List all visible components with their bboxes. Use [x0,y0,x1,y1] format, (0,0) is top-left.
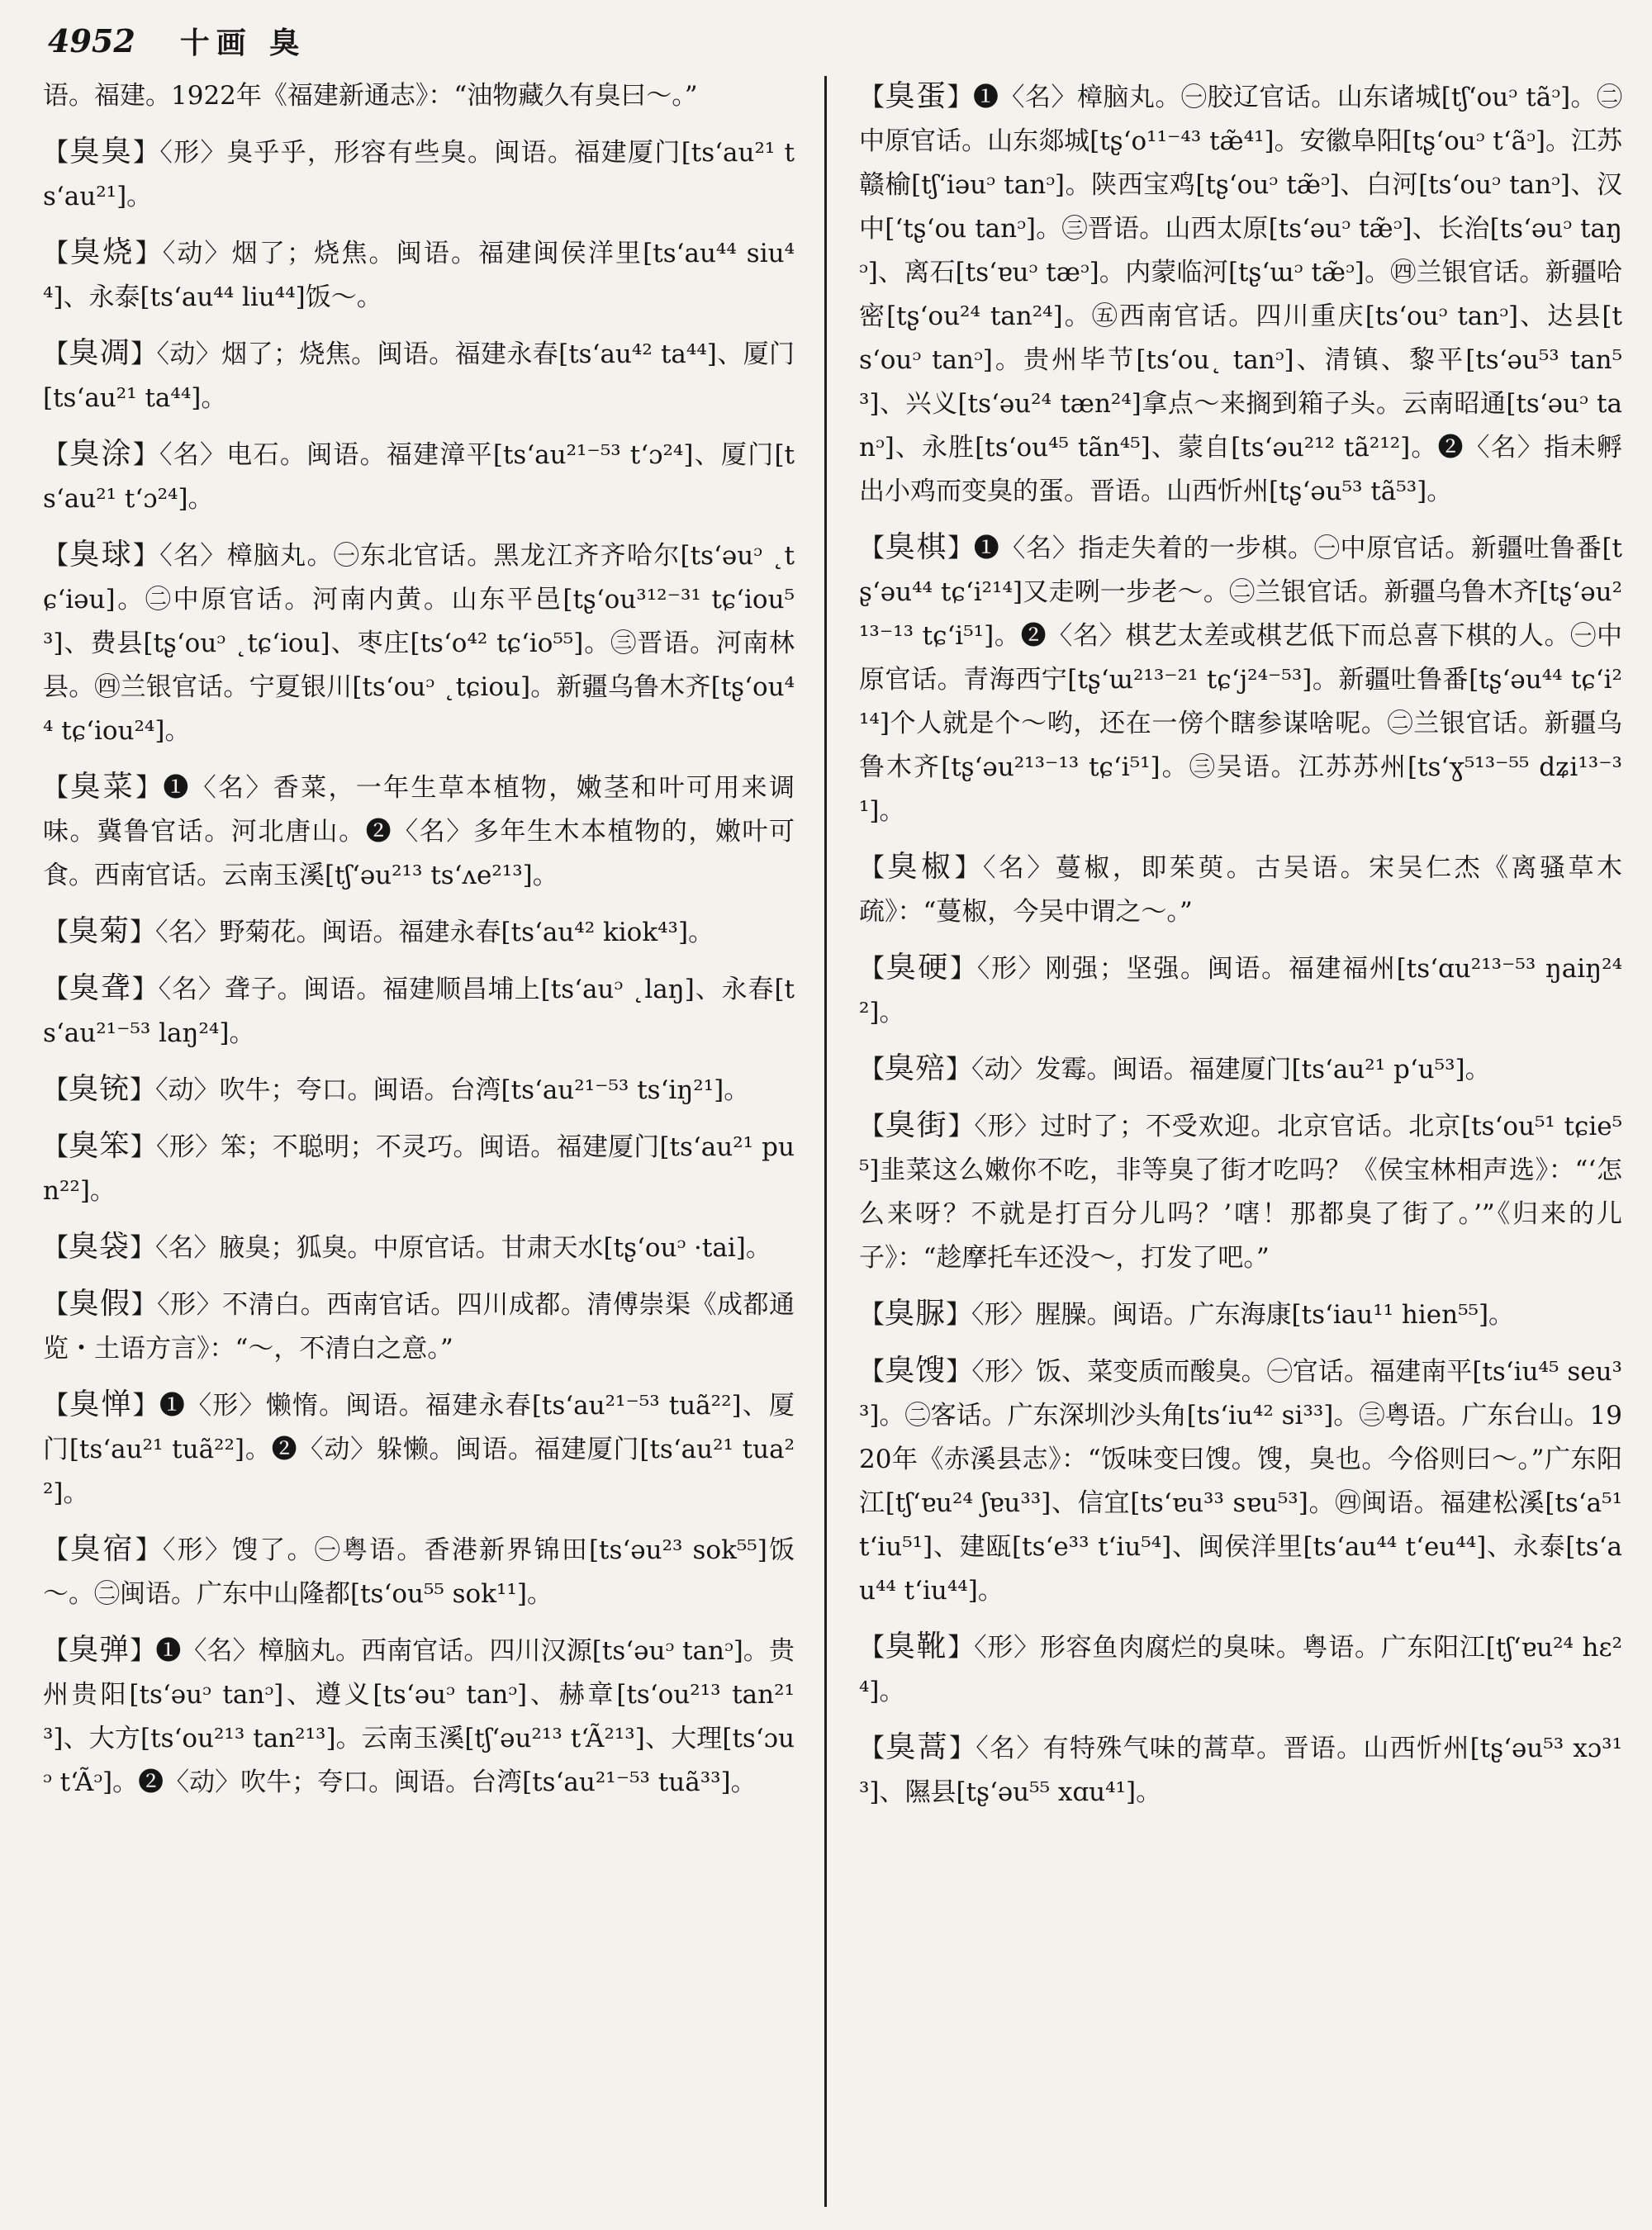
entry-text: 〈形〉过时了；不受欢迎。北京官话。北京[ts‘ou⁵¹ tɕie⁵⁵]韭菜这么嫩你不吃，非等臭了街才吃吗？《侯宝林相声选》：“‘怎么来呀？不就是打百分儿吗？’嗐！那都臭了街了。’”《归来的儿子》：“趁摩托车还没～，打发了吧。” [859,1112,1622,1273]
entry-text: ❶〈名〉樟脑丸。㊀胶辽官话。山东诸城[tʃ‘ouᵓ tãᵓ]。㊁中原官话。山东郯城[tʂ‘o¹¹⁻⁴³ tæ̃⁴¹]。安徽阜阳[tʂ‘ouᵓ t‘ãᵓ]。江苏赣榆[tʃ‘iəuᵓ tanᵓ]。陕西宝鸡[tʂ‘ouᵓ tæ̃ᵓ]、白河[ts‘ouᵓ tanᵓ]、汉中[‘tʂ‘ou tanᵓ]。㊂晋语。山西太原[ts‘əuᵓ tæ̃ᵓ]、长治[ts‘əuᵓ taŋᵓ]、离石[ts‘ɐuᵓ tæᵓ]。内蒙临河[tʂ‘ɯᵓ tæ̃ᵓ]。㊃兰银官话。新疆哈密[tʂ‘ou²⁴ tan²⁴]。㊄西南官话。四川重庆[ts‘ouᵓ tanᵓ]、达县[ts‘ouᵓ tanᵓ]。贵州毕节[ts‘ou˛ tanᵓ]、清镇、黎平[ts‘əu⁵³ tan⁵³]、兴义[ts‘əu²⁴ tæn²⁴]拿点～来搁到箱子头。云南昭通[ts‘əuᵓ tanᵓ]、永胜[ts‘ou⁴⁵ tãn⁴⁵]、蒙自[ts‘əu²¹² tã²¹²]。❷〈名〉指未孵出小鸡而变臭的蛋。晋语。山西忻州[tʂ‘əu⁵³ tã⁵³]。 [859,83,1622,506]
entry-headword: 臭街 [885,1108,948,1142]
entry-headword: 臭椒 [887,850,955,884]
entry-text: ❶〈名〉指走失着的一步棋。㊀中原官话。新疆吐鲁番[tʂ‘əu⁴⁴ tɕ‘i²¹⁴]又走咧一步老～。㊁兰银官话。新疆乌鲁木齐[tʂ‘əu²¹³⁻¹³ tɕ‘i⁵¹]。❷〈名〉棋艺太差或棋艺低下而总喜下棋的人。㊀中原官话。青海西宁[tʂ‘ɯ²¹³⁻²¹ tɕ‘j²⁴⁻⁵³]。新疆吐鲁番[tʂ‘əu⁴⁴ tɕ‘i²¹⁴]个人就是个～哟，还在一傍个瞎参谋啥呢。㊁兰银官话。新疆乌鲁木齐[tʂ‘əu²¹³⁻¹³ tɕ‘i⁵¹]。㊂吴语。江苏苏州[ts‘ɣ⁵¹³⁻⁵⁵ dʑi¹³⁻³¹]。 [859,534,1622,826]
entry-headword: 臭凋 [69,336,131,370]
dictionary-entry: 【臭笨】〈形〉笨；不聪明；不灵巧。闽语。福建厦门[ts‘au²¹ pun²²]。 [43,1129,795,1206]
entry-headword: 臭蛋 [885,79,947,113]
entry-headword: 臭假 [69,1287,131,1321]
dictionary-entry [43,74,795,118]
entry-headword: 臭球 [69,538,133,572]
entry-headword: 臭烧 [70,235,135,269]
entry-headword: 臭蒿 [885,1730,949,1764]
entry-text: 〈名〉野菊花。闽语。福建永春[ts‘au⁴² kiok⁴³]。 [155,918,714,947]
entry-headword: 臭聋 [69,971,132,1005]
entry-text: ❶〈名〉香菜，一年生草本植物，嫩茎和叶可用来调味。冀鲁官话。河北唐山。❷〈名〉多年生木本植物的，嫩叶可食。西南官话。云南玉溪[tʃ‘əu²¹³ ts‘ʌe²¹³]。 [43,773,795,890]
entry-text: 〈动〉烟了；烧焦。闽语。福建永春[ts‘au⁴² ta⁴⁴]、厦门[ts‘au²¹ ta⁴⁴]。 [43,339,795,413]
entry-text: 〈形〉腥臊。闽语。广东海康[ts‘iau¹¹ hien⁵⁵]。 [971,1300,1515,1330]
entry-headword: 臭菜 [70,770,136,804]
dictionary-entry: 【臭弹】❶〈名〉樟脑丸。西南官话。四川汉源[ts‘əuᵓ tanᵓ]。贵州贵阳[ts‘əuᵓ tanᵓ]、遵义[ts‘əuᵓ tanᵓ]、赫章[ts‘ou²¹³ tan²¹³]、大方[ts‘ou²¹³ tan²¹³]。云南玉溪[tʃ‘əu²¹³ t‘Ã²¹³]、大理[ts‘ɔuᵓ t‘Ãᵓ]。❷〈动〉吹牛；夸口。闽语。台湾[ts‘au²¹⁻⁵³ tuã³³]。 [43,1633,795,1797]
entry-text: 〈形〉饭、菜变质而酸臭。㊀官话。福建南平[ts‘iu⁴⁵ seu³³]。㊁客话。广东深圳沙头角[ts‘iu⁴² si³³]。㊂粤语。广东台山。1920年《赤溪县志》：“饭味变曰馊。馊，臭也。今俗则曰～。”广东阳江[tʃ‘ɐu²⁴ ʃɐu³³]、信宜[ts‘ɐu³³ sɐu⁵³]。㊃闽语。福建松溪[ts‘a⁵¹ t‘iu⁵¹]、建瓯[ts‘e³³ t‘iu⁵⁴]、闽侯洋里[ts‘au⁴⁴ t‘eu⁴⁴]、永泰[ts‘au⁴⁴ t‘iu⁴⁴]。 [859,1357,1622,1606]
dictionary-entry: 【臭凋】〈动〉烟了；烧焦。闽语。福建永春[ts‘au⁴² ta⁴⁴]、厦门[ts‘au²¹ ta⁴⁴]。 [43,336,795,413]
dictionary-entry: 【臭假】〈形〉不清白。西南官话。四川成都。清傅崇渠《成都通览・土语方言》：“～，不清白之意。” [43,1287,795,1364]
entry-headword: 臭袋 [69,1230,131,1264]
dictionary-entry: 【臭菜】❶〈名〉香菜，一年生草本植物，嫩茎和叶可用来调味。冀鲁官话。河北唐山。❷〈名〉多年生木本植物的，嫩叶可食。西南官话。云南玉溪[tʃ‘əu²¹³ ts‘ʌe²¹³]。 [43,770,795,890]
entry-text: 〈形〉馊了。㊀粤语。香港新界锦田[ts‘əu²³ sok⁵⁵]饭～。㊁闽语。广东中山隆都[ts‘ou⁵⁵ sok¹¹]。 [43,1535,795,1609]
entry-text: 〈动〉发霉。闽语。福建厦门[ts‘au²¹ p‘u⁵³]。 [971,1055,1491,1084]
dictionary-entry: 【臭菊】〈名〉野菊花。闽语。福建永春[ts‘au⁴² kiok⁴³]。 [43,914,714,948]
dictionary-entry: 【臭惮】❶〈形〉懒惰。闽语。福建永春[ts‘au²¹⁻⁵³ tuã²²]、厦门[ts‘au²¹ tuã²²]。❷〈动〉躲懒。闽语。福建厦门[ts‘au²¹ tua²²]。 [43,1388,795,1508]
entry-headword: 臭靴 [885,1630,948,1663]
dictionary-entry: 【臭球】〈名〉樟脑丸。㊀东北官话。黑龙江齐齐哈尔[ts‘əuᵓ ˛tɕ‘iəu]。㊁中原官话。河南内黄。山东平邑[tʂ‘ou³¹²⁻³¹ tɕ‘iou⁵³]、费县[tʂ‘ouᵓ ˛tɕ‘iou]、枣庄[ts‘o⁴² tɕ‘io⁵⁵]。㊂晋语。河南林县。㊃兰银官话。宁夏银川[ts‘ouᵓ ˛tɕiou]。新疆乌鲁木齐[tʂ‘ou⁴⁴ tɕ‘iou²⁴]。 [43,538,795,746]
entry-text: ❶〈形〉懒惰。闽语。福建永春[ts‘au²¹⁻⁵³ tuã²²]、厦门[ts‘au²¹ tuã²²]。❷〈动〉躲懒。闽语。福建厦门[ts‘au²¹ tua²²]。 [43,1391,795,1508]
dictionary-entry: 【臭烧】〈动〉烟了；烧焦。闽语。福建闽侯洋里[ts‘au⁴⁴ siu⁴⁴]、永泰[ts‘au⁴⁴ liu⁴⁴]饭～。 [43,235,795,312]
entry-headword: 臭宿 [70,1532,135,1566]
entry-text: 〈动〉烟了；烧焦。闽语。福建闽侯洋里[ts‘au⁴⁴ siu⁴⁴]、永泰[ts‘au⁴⁴ liu⁴⁴]饭～。 [43,239,795,312]
entry-text: ❶〈名〉樟脑丸。西南官话。四川汉源[ts‘əuᵓ tanᵓ]。贵州贵阳[ts‘əuᵓ tanᵓ]、遵义[ts‘əuᵓ tanᵓ]、赫章[ts‘ou²¹³ tan²¹³]、大方[ts‘ou²¹³ tan²¹³]。云南玉溪[tʃ‘əu²¹³ t‘Ã²¹³]、大理[ts‘ɔuᵓ t‘Ãᵓ]。❷〈动〉吹牛；夸口。闽语。台湾[ts‘au²¹⁻⁵³ tuã³³]。 [43,1636,795,1797]
entry-text: 〈动〉吹牛；夸口。闽语。台湾[ts‘au²¹⁻⁵³ ts‘iŋ²¹]。 [155,1075,750,1105]
entry-text: 〈名〉有特殊气味的蒿草。晋语。山西忻州[tʂ‘əu⁵³ xɔ³¹³]、隰县[tʂ‘əu⁵⁵ xɑu⁴¹]。 [859,1734,1622,1807]
entry-headword: 臭菊 [69,914,131,948]
right-column [859,74,1622,2213]
page-header [48,12,306,69]
section-title: 十画 臭 [179,25,306,60]
entry-headword: 臭馊 [885,1354,947,1388]
dictionary-entry: 【臭脲】〈形〉腥臊。闽语。广东海康[ts‘iau¹¹ hien⁵⁵]。 [859,1297,1515,1331]
dictionary-entry: 【臭铳】〈动〉吹牛；夸口。闽语。台湾[ts‘au²¹⁻⁵³ ts‘iŋ²¹]。 [43,1072,750,1106]
entry-headword: 臭脲 [885,1297,947,1331]
dictionary-entry: 【臭棋】❶〈名〉指走失着的一步棋。㊀中原官话。新疆吐鲁番[tʂ‘əu⁴⁴ tɕ‘i²¹⁴]又走咧一步老～。㊁兰银官话。新疆乌鲁木齐[tʂ‘əu²¹³⁻¹³ tɕ‘i⁵¹]。❷〈名〉棋艺太差或棋艺低下而总喜下棋的人。㊀中原官话。青海西宁[tʂ‘ɯ²¹³⁻²¹ tɕ‘j²⁴⁻⁵³]。新疆吐鲁番[tʂ‘əu⁴⁴ tɕ‘i²¹⁴]个人就是个～哟，还在一傍个瞎参谋啥呢。㊁兰银官话。新疆乌鲁木齐[tʂ‘əu²¹³⁻¹³ tɕ‘i⁵¹]。㊂吴语。江苏苏州[ts‘ɣ⁵¹³⁻⁵⁵ dʑi¹³⁻³¹]。 [859,530,1622,826]
entry-text: 〈名〉腋臭；狐臭。中原官话。甘肃天水[tʂ‘ouᵓ ·tai]。 [155,1233,771,1263]
dictionary-entry: 【臭袋】〈名〉腋臭；狐臭。中原官话。甘肃天水[tʂ‘ouᵓ ·tai]。 [43,1230,771,1264]
entry-text: 语。福建。1922年《福建新通志》：“油物藏久有臭曰～。” [43,81,698,111]
entry-headword: 臭臭 [69,135,134,168]
dictionary-entry: 【臭蛋】❶〈名〉樟脑丸。㊀胶辽官话。山东诸城[tʃ‘ouᵓ tãᵓ]。㊁中原官话。山东郯城[tʂ‘o¹¹⁻⁴³ tæ̃⁴¹]。安徽阜阳[tʂ‘ouᵓ t‘ãᵓ]。江苏赣榆[tʃ‘iəuᵓ tanᵓ]。陕西宝鸡[tʂ‘ouᵓ tæ̃ᵓ]、白河[ts‘ouᵓ tanᵓ]、汉中[‘tʂ‘ou tanᵓ]。㊂晋语。山西太原[ts‘əuᵓ tæ̃ᵓ]、长治[ts‘əuᵓ taŋᵓ]、离石[ts‘ɐuᵓ tæᵓ]。内蒙临河[tʂ‘ɯᵓ tæ̃ᵓ]。㊃兰银官话。新疆哈密[tʂ‘ou²⁴ tan²⁴]。㊄西南官话。四川重庆[ts‘ouᵓ tanᵓ]、达县[ts‘ouᵓ tanᵓ]。贵州毕节[ts‘ou˛ tanᵓ]、清镇、黎平[ts‘əu⁵³ tan⁵³]、兴义[ts‘əu²⁴ tæn²⁴]拿点～来搁到箱子头。云南昭通[ts‘əuᵓ tanᵓ]、永胜[ts‘ou⁴⁵ tãn⁴⁵]、蒙自[ts‘əu²¹² tã²¹²]。❷〈名〉指未孵出小鸡而变臭的蛋。晋语。山西忻州[tʂ‘əu⁵³ tã⁵³]。 [859,79,1622,506]
dictionary-entry: 【臭臭】〈形〉臭乎乎，形容有些臭。闽语。福建厦门[ts‘au²¹ ts‘au²¹]。 [43,135,795,211]
entry-headword: 臭棋 [885,530,948,564]
page-number: 4952 [48,21,135,59]
entry-text: 〈名〉蔓椒，即茱萸。古吴语。宋吴仁杰《离骚草木疏》：“蔓椒，今吴中谓之～。” [859,853,1622,927]
entry-headword: 臭惮 [69,1388,133,1421]
entry-text: 〈形〉不清白。西南官话。四川成都。清傅崇渠《成都通览・土语方言》：“～，不清白之意。” [43,1290,795,1364]
entry-text: 〈形〉刚强；坚强。闽语。福建福州[ts‘ɑu²¹³⁻⁵³ ŋaiŋ²⁴²]。 [859,954,1622,1027]
entry-text: 〈形〉笨；不聪明；不灵巧。闽语。福建厦门[ts‘au²¹ pun²²]。 [43,1132,795,1206]
entry-headword: 臭弹 [69,1633,131,1667]
entry-headword: 臭涂 [69,437,133,471]
dictionary-entry: 【臭蒿】〈名〉有特殊气味的蒿草。晋语。山西忻州[tʂ‘əu⁵³ xɔ³¹³]、隰县[tʂ‘əu⁵⁵ xɑu⁴¹]。 [859,1730,1622,1807]
dictionary-entry: 【臭硬】〈形〉刚强；坚强。闽语。福建福州[ts‘ɑu²¹³⁻⁵³ ŋaiŋ²⁴²]。 [859,951,1622,1027]
dictionary-entry: 【臭涂】〈名〉电石。闽语。福建漳平[ts‘au²¹⁻⁵³ t‘ɔ²⁴]、厦门[ts‘au²¹ t‘ɔ²⁴]。 [43,437,795,514]
entry-headword: 臭铳 [69,1072,131,1106]
left-column [43,74,795,2213]
dictionary-entry: 【臭椒】〈名〉蔓椒，即茱萸。古吴语。宋吴仁杰《离骚草木疏》：“蔓椒，今吴中谓之～。” [859,850,1622,927]
entry-text: 〈名〉樟脑丸。㊀东北官话。黑龙江齐齐哈尔[ts‘əuᵓ ˛tɕ‘iəu]。㊁中原官话。河南内黄。山东平邑[tʂ‘ou³¹²⁻³¹ tɕ‘iou⁵³]、费县[tʂ‘ouᵓ ˛tɕ‘iou]、枣庄[ts‘o⁴² tɕ‘io⁵⁵]。㊂晋语。河南林县。㊃兰银官话。宁夏银川[ts‘ouᵓ ˛tɕiou]。新疆乌鲁木齐[tʂ‘ou⁴⁴ tɕ‘iou²⁴]。 [43,541,795,746]
dictionary-entry: 【臭靴】〈形〉形容鱼肉腐烂的臭味。粤语。广东阳江[tʃ‘ɐu²⁴ hɛ²⁴]。 [859,1630,1622,1706]
entry-text: 〈形〉臭乎乎，形容有些臭。闽语。福建厦门[ts‘au²¹ ts‘au²¹]。 [43,138,795,211]
entry-text: 〈名〉聋子。闽语。福建顺昌埔上[ts‘auᵓ ˛laŋ]、永春[ts‘au²¹⁻⁵³ laŋ²⁴]。 [43,975,795,1048]
dictionary-entry: 【臭殕】〈动〉发霉。闽语。福建厦门[ts‘au²¹ p‘u⁵³]。 [859,1051,1491,1085]
column-divider [824,76,827,2207]
dictionary-entry: 【臭街】〈形〉过时了；不受欢迎。北京官话。北京[ts‘ou⁵¹ tɕie⁵⁵]韭菜这么嫩你不吃，非等臭了街才吃吗？《侯宝林相声选》：“‘怎么来呀？不就是打百分儿吗？’嗐！那都臭了街了。’”《归来的儿子》：“趁摩托车还没～，打发了吧。” [859,1108,1622,1273]
entry-headword: 臭殕 [885,1051,947,1085]
dictionary-entry: 【臭聋】〈名〉聋子。闽语。福建顺昌埔上[ts‘auᵓ ˛laŋ]、永春[ts‘au²¹⁻⁵³ laŋ²⁴]。 [43,971,795,1048]
dictionary-entry: 【臭馊】〈形〉饭、菜变质而酸臭。㊀官话。福建南平[ts‘iu⁴⁵ seu³³]。㊁客话。广东深圳沙头角[ts‘iu⁴² si³³]。㊂粤语。广东台山。1920年《赤溪县志》：“饭味变曰馊。馊，臭也。今俗则曰～。”广东阳江[tʃ‘ɐu²⁴ ʃɐu³³]、信宜[ts‘ɐu³³ sɐu⁵³]。㊃闽语。福建松溪[ts‘a⁵¹ t‘iu⁵¹]、建瓯[ts‘e³³ t‘iu⁵⁴]、闽侯洋里[ts‘au⁴⁴ t‘eu⁴⁴]、永泰[ts‘au⁴⁴ t‘iu⁴⁴]。 [859,1354,1622,1606]
entry-headword: 臭笨 [69,1129,131,1163]
entry-text: 〈名〉电石。闽语。福建漳平[ts‘au²¹⁻⁵³ t‘ɔ²⁴]、厦门[ts‘au²¹ t‘ɔ²⁴]。 [43,440,795,514]
dictionary-entry: 【臭宿】〈形〉馊了。㊀粤语。香港新界锦田[ts‘əu²³ sok⁵⁵]饭～。㊁闽语。广东中山隆都[ts‘ou⁵⁵ sok¹¹]。 [43,1532,795,1609]
entry-text: 〈形〉形容鱼肉腐烂的臭味。粤语。广东阳江[tʃ‘ɐu²⁴ hɛ²⁴]。 [859,1633,1622,1706]
entry-headword: 臭硬 [885,951,951,985]
